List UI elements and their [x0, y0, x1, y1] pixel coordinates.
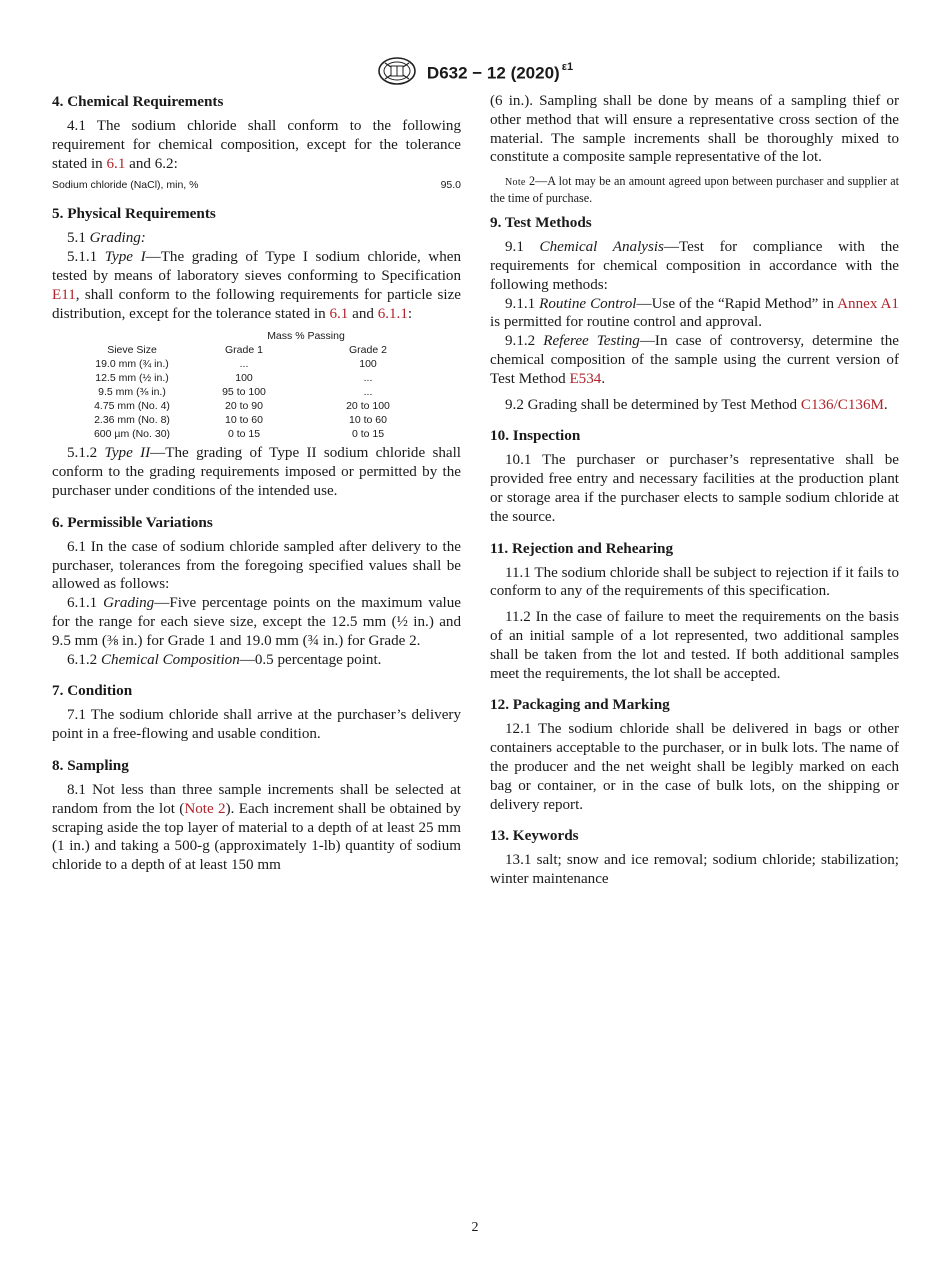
para-6-1-1: 6.1.1 Grading—Five percentage points on the maximum value for the range for each sieve size, except the 12.5 mm (½ in.) and 9.5 mm (⅜ in.) for Grade 1 and 19.0 mm (¾ in.) for Grade 2.: [52, 595, 461, 649]
section-11-heading: 11. Rejection and Rehearing: [490, 539, 674, 557]
link-6-1[interactable]: 6.1: [329, 305, 349, 322]
col-header: Grade 1: [225, 344, 263, 357]
note-2: Note 2—A lot may be an amount agreed upon between purchaser and supplier at the time of purchase.: [490, 174, 899, 205]
para-9-1-2: 9.1.2 Referee Testing—In case of controversy, determine the chemical composition of the sample using the current version of Test Method E534.: [490, 333, 899, 387]
left-column: [52, 92, 461, 875]
para-5-1: 5.1 Grading:: [67, 230, 146, 247]
section-13-heading: 13. Keywords: [490, 827, 579, 845]
section-12-heading: 12. Packaging and Marking: [490, 696, 670, 714]
section-4-heading: 4. Chemical Requirements: [52, 93, 224, 110]
link-note-2[interactable]: Note 2: [184, 800, 226, 817]
link-annex-a1[interactable]: Annex A1: [837, 295, 899, 312]
mass-passing-header: Mass % Passing: [267, 330, 345, 343]
col-header: Sieve Size: [107, 344, 157, 357]
para-8-1-continued: (6 in.). Sampling shall be done by means of a sampling thief or other method that will ensure a representative cross section of the material. The sample increments shall be thoroughly mixed to constitute a composite sample representative of the lot.: [490, 93, 899, 166]
link-6-1[interactable]: 6.1: [106, 155, 126, 172]
table-row: 2.36 mm (No. 8) 10 to 60 10 to 60: [94, 414, 387, 427]
requirement-label: Sodium chloride (NaCl), min, %: [52, 179, 199, 192]
para-7-1: 7.1 The sodium chloride shall arrive at the purchaser’s delivery point in a free-flowing and usable condition.: [52, 707, 461, 743]
table-row: 600 µm (No. 30) 0 to 15 0 to 15: [93, 428, 385, 441]
grading-table: [82, 329, 430, 441]
astm-logo-icon: [377, 56, 417, 91]
table-row: 19.0 mm (¾ in.) ... 100: [95, 358, 377, 371]
table-row: 4.75 mm (No. 4) 20 to 90 20 to 100: [94, 400, 390, 413]
para-8-1: 8.1 Not less than three sample increments shall be selected at random from the lot (Note 2). Each increment shall be obtained by scraping aside the top layer of material to a depth of at least 25 mm (1 in.) and taking a 500-g (approximately 1-lb) quantity of sodium chloride to a depth of at least 150 mm: [52, 781, 461, 874]
para-11-1: 11.1 The sodium chloride shall be subject to rejection if it fails to conform to any of the requirements of this specification.: [490, 564, 899, 600]
para-12-1: 12.1 The sodium chloride shall be delivered in bags or other containers acceptable to the purchaser, or in bulk lots. The name of the producer and the net weight shall be legibly marked on each bag or container, or in the case of bulk lots, on the shipping or delivery report.: [490, 721, 899, 813]
para-9-1-1: 9.1.1 Routine Control—Use of the “Rapid Method” in Annex A1 is permitted for routine control and approval.: [490, 295, 899, 331]
para-4-1: 4.1 The sodium chloride shall conform to the following requirement for chemical composition, except for the tolerance stated in 6.1 and 6.2:: [52, 118, 461, 172]
section-10-heading: 10. Inspection: [490, 427, 581, 445]
requirement-row: [52, 178, 461, 192]
link-c136[interactable]: C136/C136M: [800, 396, 884, 413]
epsilon-superscript: ε1: [561, 61, 574, 74]
link-6-1-1[interactable]: 6.1.1: [377, 305, 408, 322]
requirement-value: 95.0: [440, 179, 461, 192]
para-5-1-2: 5.1.2 Type II—The grading of Type II sodium chloride shall conform to the grading requirements imposed or permitted by the purchaser under conditions of the intended use.: [52, 445, 461, 499]
section-8-heading: 8. Sampling: [52, 756, 129, 774]
table-header-row: [82, 343, 430, 357]
page-number: 2: [471, 1220, 479, 1235]
link-e11[interactable]: E11: [52, 286, 76, 303]
para-6-1: 6.1 In the case of sodium chloride sampled after delivery to the purchaser, tolerances from the foregoing specified values shall be allowed as follows:: [52, 538, 461, 593]
para-9-1: 9.1 Chemical Analysis—Test for compliance with the requirements for chemical composition in accordance with the following methods:: [490, 239, 900, 293]
standard-designation: D632 − 12 (2020) $^{\varepsilon 1}$: [426, 61, 574, 83]
section-6-heading: 6. Permissible Variations: [52, 513, 213, 531]
section-9-heading: 9. Test Methods: [490, 214, 592, 232]
para-5-1-1: 5.1.1 Type I—The grading of Type I sodium chloride, when tested by means of laboratory sieves conforming to Specification E11, shall conform to the following requirements for particle size distribution, except for the tolerance stated in 6.1 and 6.1.1:: [52, 249, 461, 322]
table-row: 9.5 mm (⅜ in.) 95 to 100 ...: [98, 386, 373, 399]
section-7-heading: 7. Condition: [52, 682, 133, 700]
para-9-2: 9.2 Grading shall be determined by Test Method C136/C136M.: [505, 396, 888, 413]
page-header: [0, 56, 950, 91]
para-13-1: 13.1 salt; snow and ice removal; sodium chloride; stabilization; winter maintenance: [490, 852, 899, 888]
section-5-heading: 5. Physical Requirements: [52, 205, 216, 223]
para-11-2: 11.2 In the case of failure to meet the requirements on the basis of an initial sample of a lot represented, two additional samples shall be taken from the lot and tested. If both additional samples meet the requirements, the lot shall be accepted.: [490, 609, 899, 682]
para-6-1-2: 6.1.2 Chemical Composition—0.5 percentage point.: [67, 651, 382, 668]
right-column: [490, 92, 899, 889]
link-e534[interactable]: E534: [569, 370, 602, 387]
table-row: 12.5 mm (½ in.) 100 ...: [95, 372, 373, 385]
para-10-1: 10.1 The purchaser or purchaser’s representative shall be provided free entry and necessary facilities at the production plant or storage area if the purchaser elects to sample sodium chloride at the source.: [490, 452, 899, 525]
table-group-header-row: [82, 329, 430, 343]
col-header: Grade 2: [349, 344, 387, 357]
